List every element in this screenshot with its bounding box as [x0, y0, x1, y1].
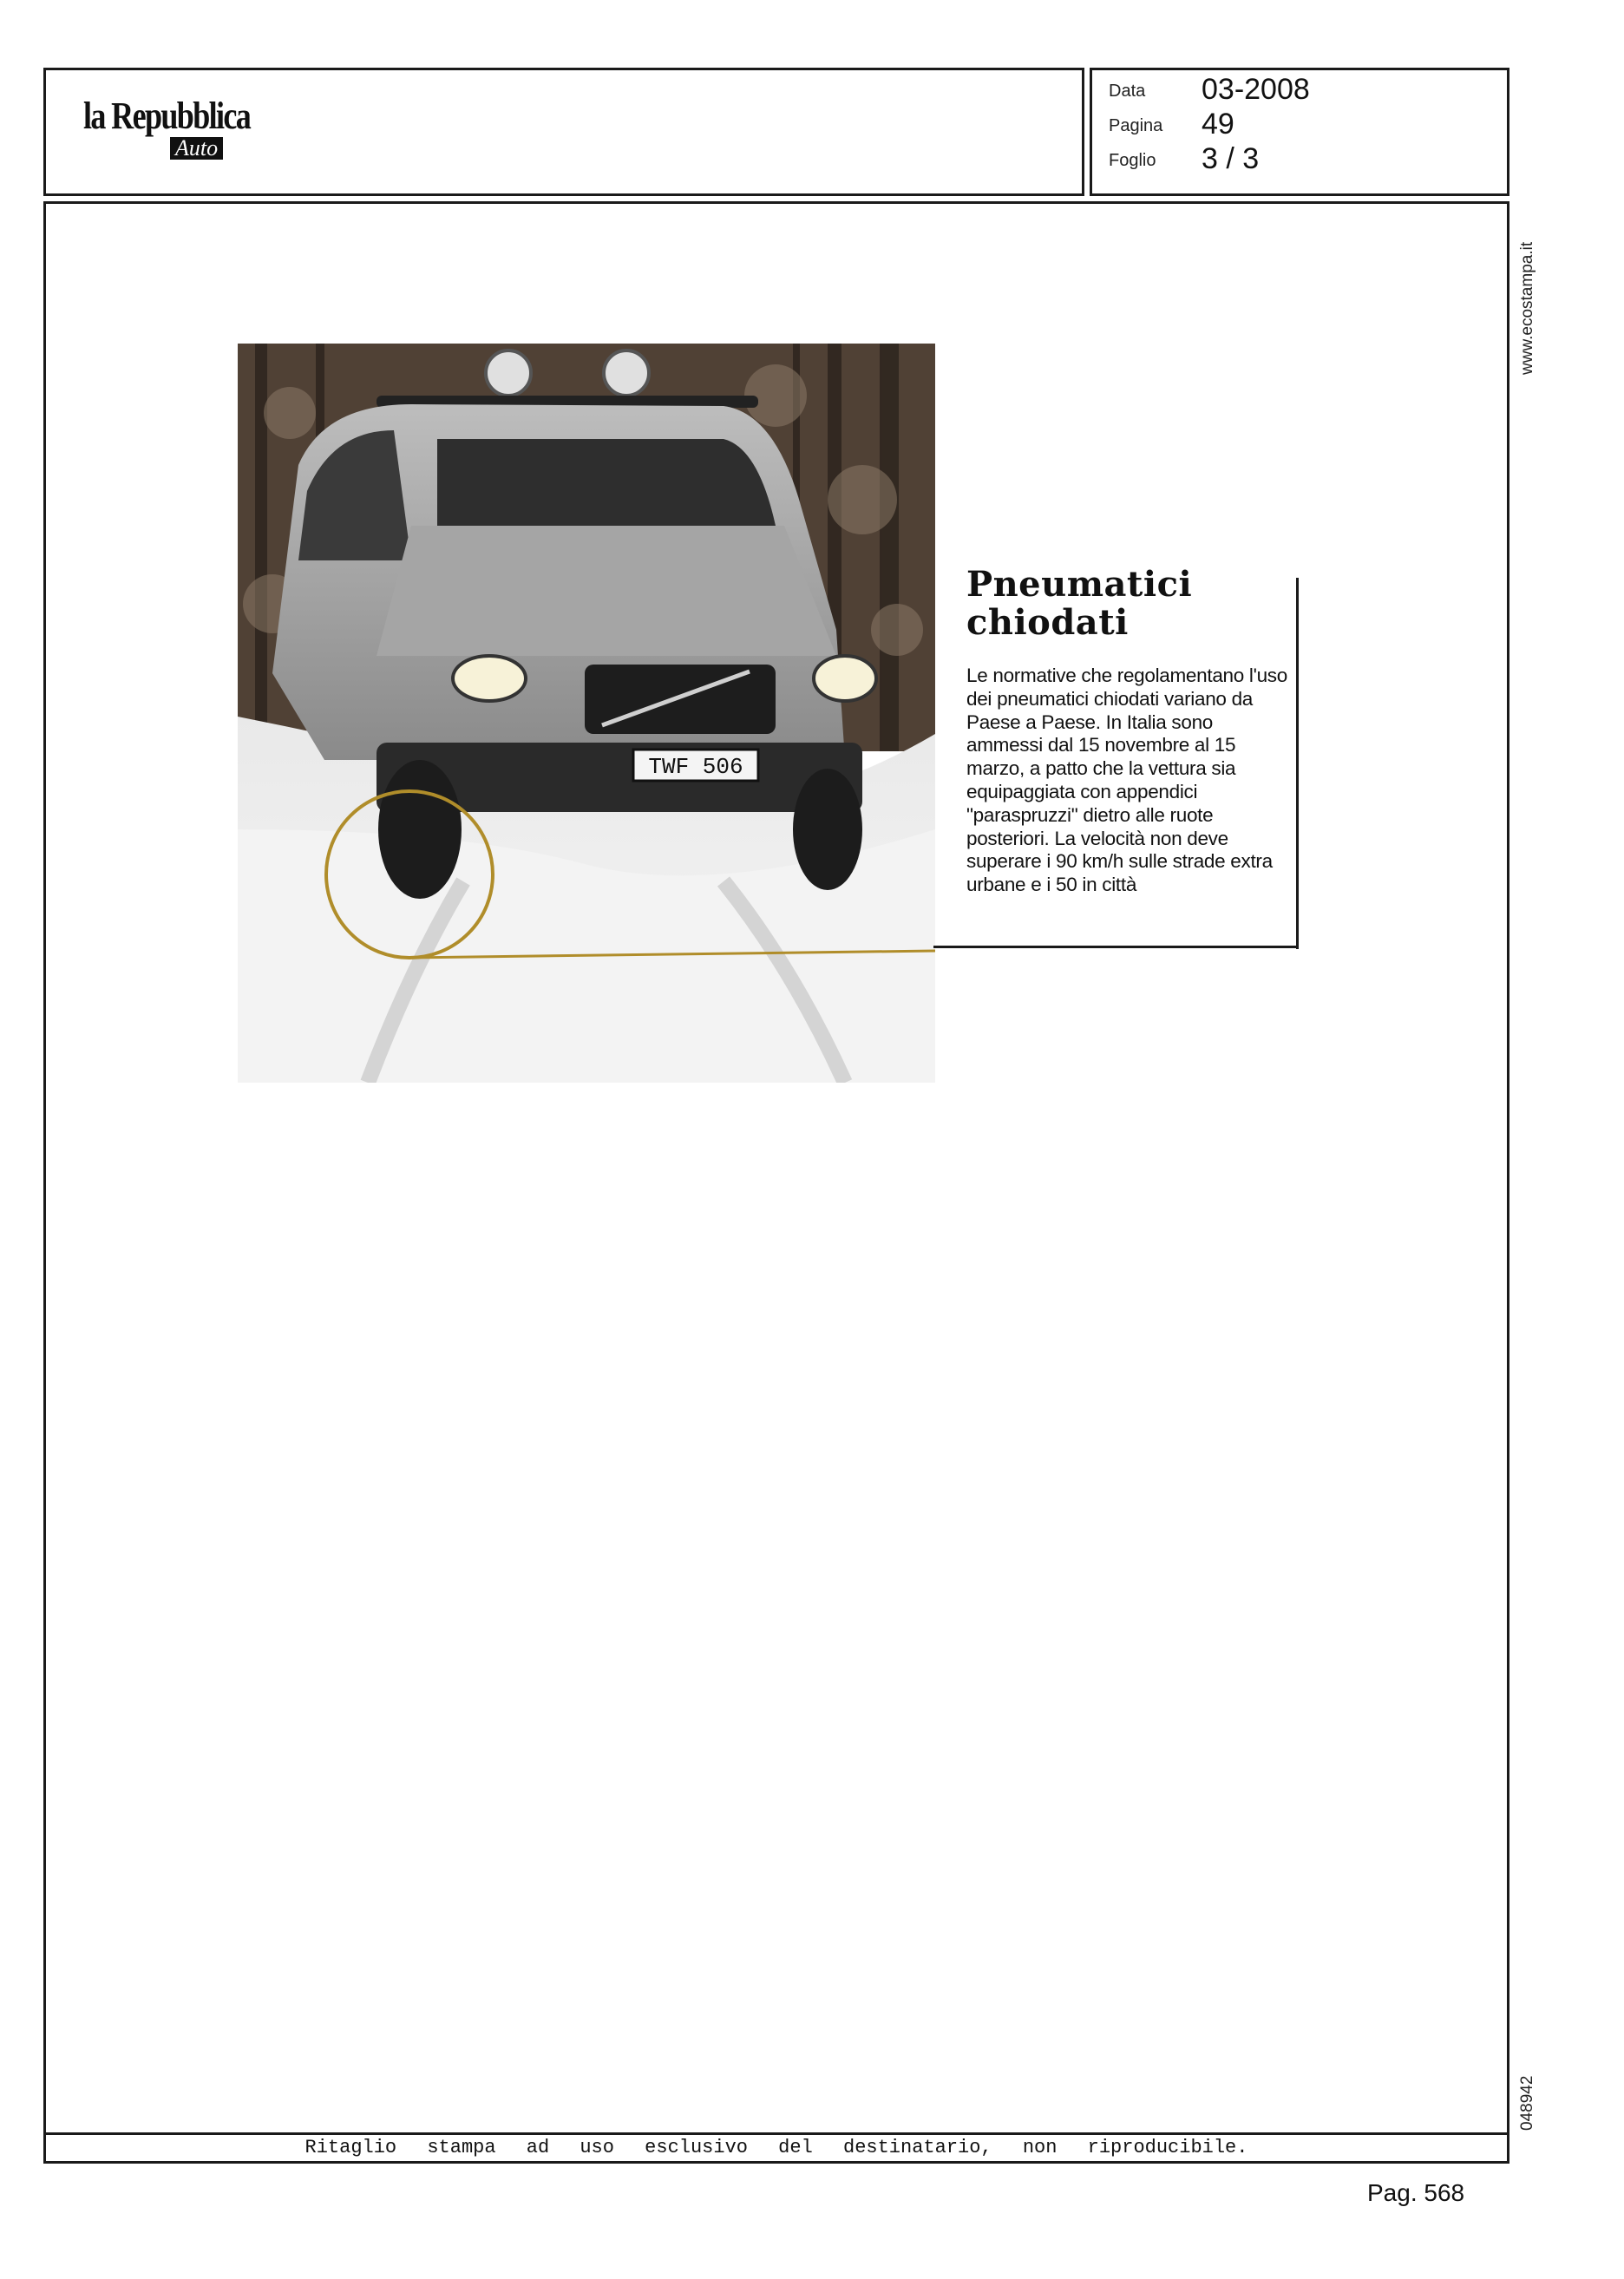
page-value: 49	[1202, 108, 1234, 141]
website-label: www.ecostampa.it	[1518, 241, 1536, 375]
sheet-value: 3 / 3	[1202, 142, 1260, 175]
logo-title: la Repubblica	[83, 95, 251, 137]
article-headline: Pneumatici chiodati	[966, 564, 1193, 643]
clipping-code: 048942	[1518, 2075, 1536, 2131]
page-number: Pag. 568	[1367, 2179, 1465, 2206]
car-photo	[238, 344, 935, 1083]
car-photo-illustration	[238, 344, 935, 1083]
sidebar-right-rule	[1296, 578, 1299, 949]
footer-divider	[45, 2132, 1508, 2135]
sheet-label: Foglio	[1109, 151, 1156, 170]
article-body: Le normative che regolamentano l'uso dei pneumatici chiodati variano da Paese a Paese. In Italia sono ammessi dal 15 novembre al 15 marzo, a patto che la vettura sia equipaggiata con appendici "paraspruzzi" dietro alle ruote posteriori. La velocità non deve superare i 90 km/h sulle strade extra urbane e i 50 in città	[966, 665, 1287, 896]
date-label: Data	[1109, 82, 1146, 101]
license-plate: TWF 506	[648, 754, 743, 780]
sidebar-bottom-rule	[933, 946, 1299, 948]
footer-note: Ritaglio stampa ad uso esclusivo del destinatario, non riproducibile.	[304, 2137, 1248, 2158]
page-label: Pagina	[1109, 116, 1163, 135]
newspaper-logo	[83, 95, 286, 160]
date-value: 03-2008	[1202, 73, 1310, 106]
logo-subtitle: Auto	[170, 137, 223, 160]
